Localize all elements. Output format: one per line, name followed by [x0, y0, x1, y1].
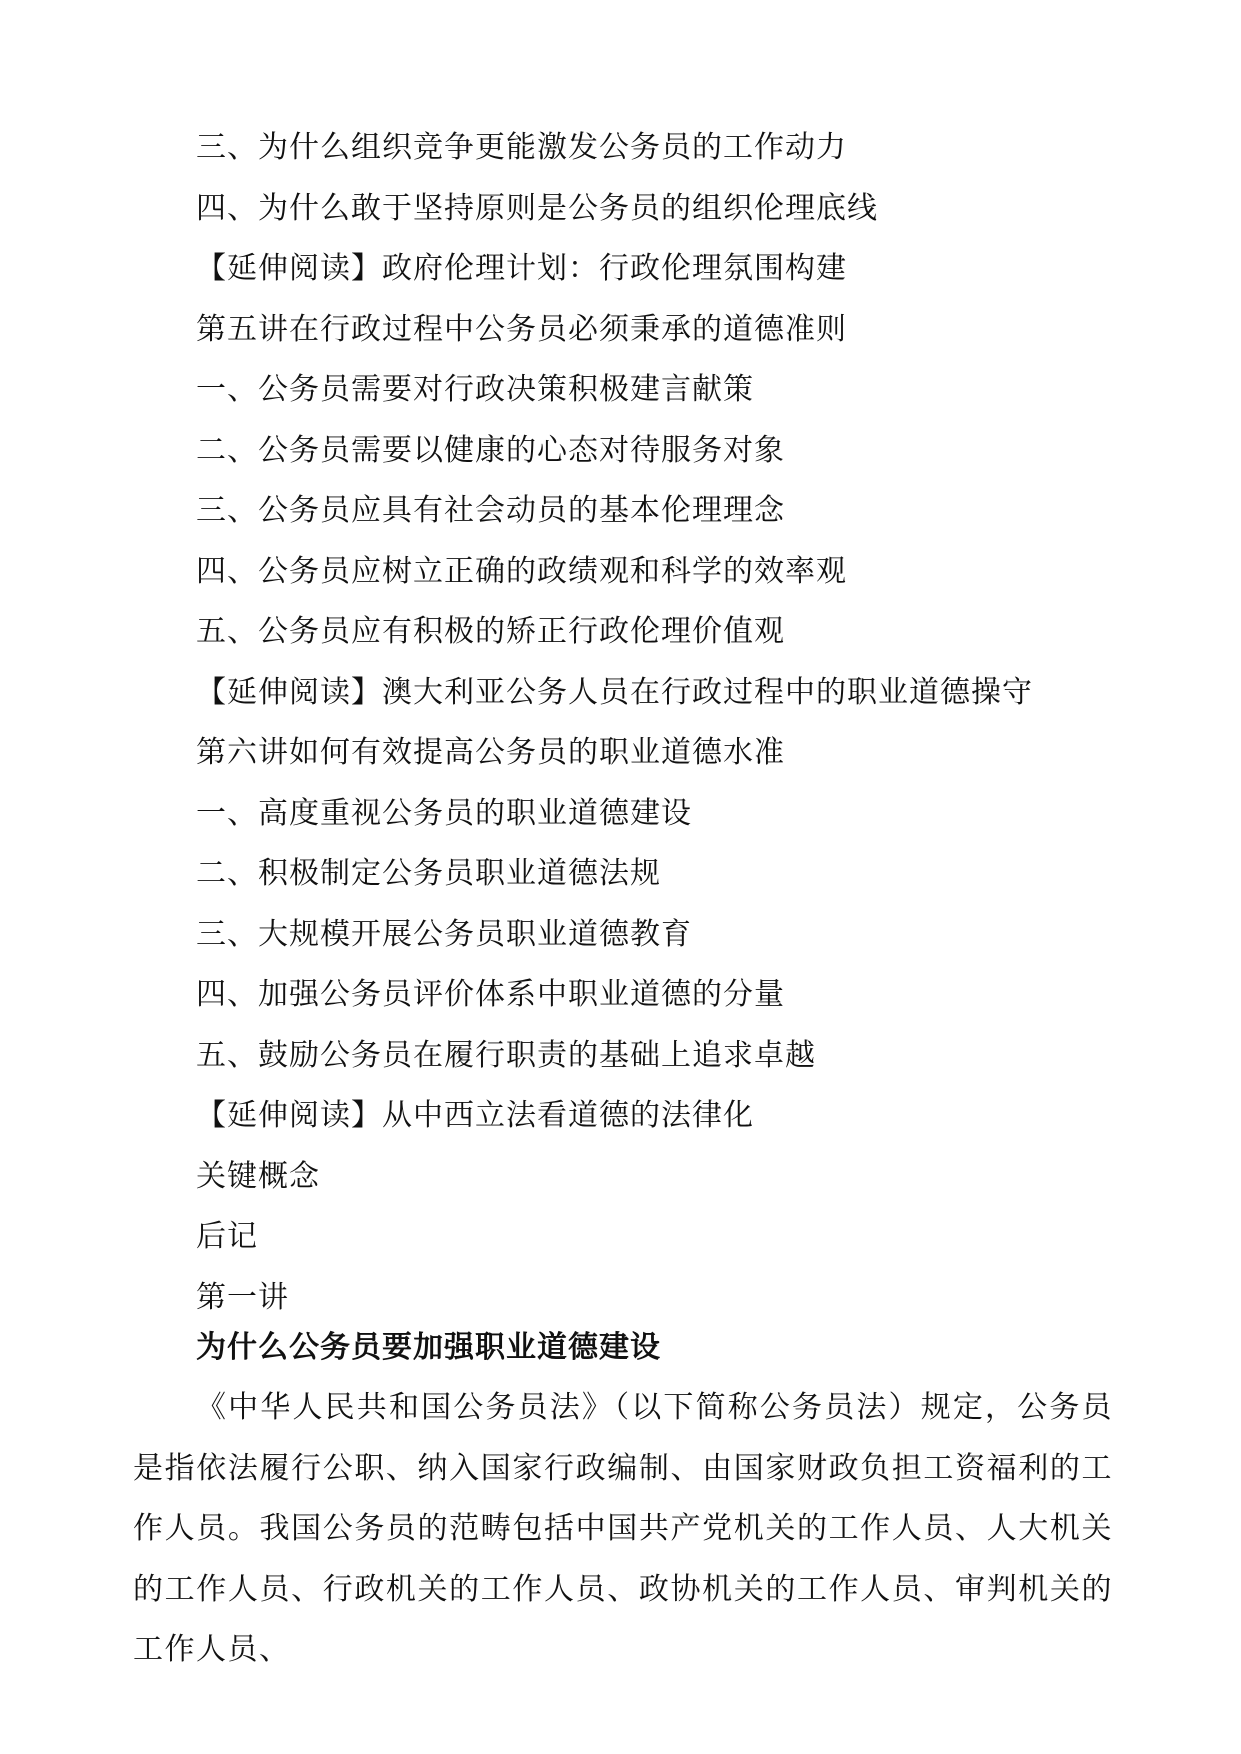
toc-item: 三、公务员应具有社会动员的基本伦理理念	[196, 493, 785, 528]
toc-item: 四、加强公务员评价体系中职业道德的分量	[196, 977, 785, 1012]
toc-item: 三、大规模开展公务员职业道德教育	[196, 916, 692, 952]
toc-lecture-heading: 第五讲在行政过程中公务员必须秉承的道德准则	[196, 311, 847, 347]
toc-item: 四、为什么敢于坚持原则是公务员的组织伦理底线	[196, 190, 878, 226]
toc-lecture-heading: 第六讲如何有效提高公务员的职业道德水准	[196, 735, 785, 770]
toc-key-concepts: 关键概念	[196, 1158, 320, 1194]
toc-item: 一、高度重视公务员的职业道德建设	[196, 795, 692, 831]
body-paragraph: 《中华人民共和国公务员法》（以下简称公务员法）规定，公务员是指依法履行公职、纳入国家行政编制、由国家财政负担工资福利的工作人员。我国公务员的范畴包括中国共产党机关的工作人员、人大机关的工作人员、行政机关的工作人员、政协机关的工作人员、审判机关的工作人员、	[133, 1390, 1113, 1667]
toc-item: 四、公务员应树立正确的政绩观和科学的效率观	[196, 553, 847, 589]
toc-item: 二、公务员需要以健康的心态对待服务对象	[196, 432, 785, 468]
toc-item: 五、公务员应有积极的矫正行政伦理价值观	[196, 614, 785, 649]
toc-item: 五、鼓励公务员在履行职责的基础上追求卓越	[196, 1037, 816, 1073]
table-of-contents	[196, 118, 1116, 1328]
toc-extended-reading: 【延伸阅读】政府伦理计划：行政伦理氛围构建	[196, 251, 847, 286]
toc-afterword: 后记	[196, 1219, 258, 1254]
toc-item: 二、积极制定公务员职业道德法规	[196, 856, 661, 891]
toc-item: 三、为什么组织竞争更能激发公务员的工作动力	[196, 130, 847, 165]
toc-extended-reading: 【延伸阅读】从中西立法看道德的法律化	[196, 1098, 754, 1133]
toc-item: 一、公务员需要对行政决策积极建言献策	[196, 372, 754, 407]
lecture-number: 第一讲	[196, 1279, 289, 1315]
toc-extended-reading: 【延伸阅读】澳大利亚公务人员在行政过程中的职业道德操守	[196, 674, 1033, 710]
lecture-title: 为什么公务员要加强职业道德建设	[196, 1330, 661, 1365]
